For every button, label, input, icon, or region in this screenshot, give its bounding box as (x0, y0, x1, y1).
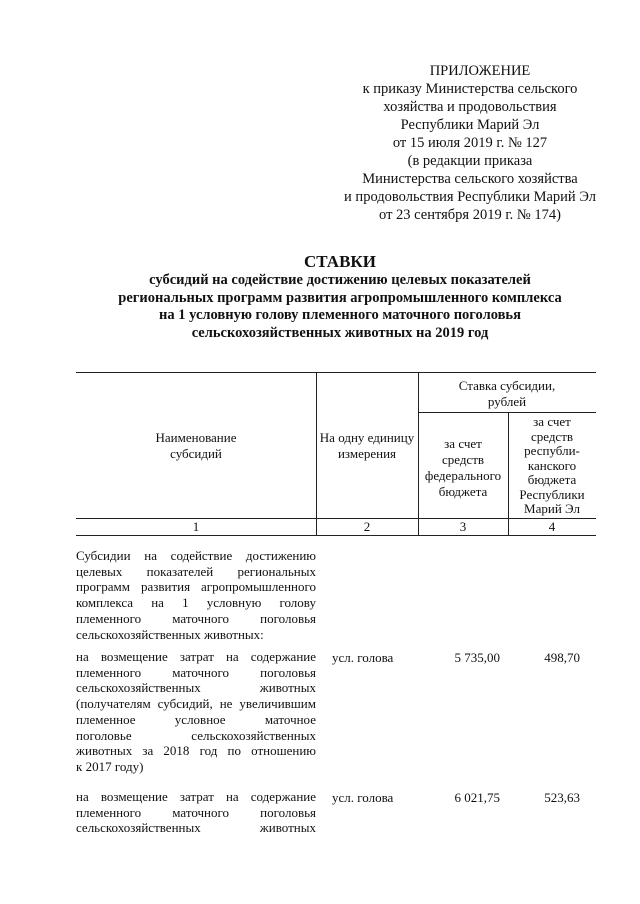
header-text: бюджета (438, 484, 488, 499)
header-text: канского (527, 457, 577, 473)
header-text: Марий Эл (524, 501, 580, 516)
appendix-line: Республики Марий Эл (400, 117, 540, 133)
title-line: региональных программ развития агропромышленного комплекса (118, 289, 562, 306)
description-line: сельскохозяйственных животных (76, 820, 316, 836)
description-line: племенное условное маточное (76, 711, 316, 727)
description-line: племенного маточного поголовья (76, 610, 316, 626)
header-text: рублей (487, 394, 527, 409)
column-number: 1 (192, 519, 200, 534)
description-line: (получателям субсидий, не увеличившим (76, 696, 316, 712)
rate-subheader-border (418, 412, 596, 413)
document-title (40, 252, 640, 342)
table-top-border (76, 372, 596, 373)
description-line: программ развития агропромышленного (76, 579, 316, 595)
appendix-line: к приказу Министерства сельского (362, 81, 578, 97)
header-text: На одну единицу (319, 430, 415, 445)
appendix-line: ПРИЛОЖЕНИЕ (429, 63, 531, 79)
header-regional (508, 415, 596, 517)
description-line: сельскохозяйственных животных: (76, 626, 264, 642)
appendix-line: от 15 июля 2019 г. № 127 (392, 135, 548, 151)
header-text: субсидий (170, 446, 222, 461)
description-line: на возмещение затрат на содержание (76, 789, 316, 804)
column-number: 4 (548, 519, 556, 534)
description-line: поголовье сельскохозяйственных (76, 727, 316, 743)
header-text: Наименование (155, 430, 237, 445)
row-regional-rate: 498,70 (544, 650, 580, 665)
appendix-line: хозяйства и продовольствия (383, 99, 557, 115)
header-federal (418, 436, 508, 500)
header-text: Республики (519, 486, 585, 502)
row-federal-rate: 6 021,75 (454, 790, 500, 805)
description-line: целевых показателей региональных (76, 563, 316, 579)
row-federal-rate: 5 735,00 (454, 650, 500, 665)
header-text: республи- (524, 443, 580, 458)
header-unit (316, 430, 418, 462)
column-numbers-bottom-border (76, 535, 596, 536)
row-unit: усл. голова (332, 790, 394, 805)
title-heading: СТАВКИ (304, 252, 376, 271)
column-number: 2 (363, 519, 371, 534)
row-unit: усл. голова (332, 650, 394, 665)
appendix-line: (в редакции приказа (407, 153, 533, 169)
header-text: за счет (444, 436, 482, 451)
description-line: комплекса на 1 условную голову (76, 595, 316, 611)
header-text: федерального (424, 468, 502, 483)
title-line: сельскохозяйственных животных на 2019 год (191, 324, 489, 341)
table-row-description (76, 649, 316, 775)
column-number: 3 (459, 519, 467, 534)
header-text: бюджета (527, 472, 577, 487)
title-line: субсидий на содействие достижению целевых показателей (149, 272, 531, 288)
description-line: племенного маточного поголовья (76, 804, 316, 820)
table-row-description (76, 548, 316, 642)
header-text: измерения (337, 446, 397, 461)
description-line: на возмещение затрат на содержание (76, 649, 316, 664)
header-rate (418, 378, 596, 410)
description-line: сельскохозяйственных животных (76, 680, 316, 696)
header-text: средств (441, 452, 485, 467)
header-text: средств (530, 428, 574, 444)
row-regional-rate: 523,63 (544, 790, 580, 805)
description-line: Субсидии на содействие достижению (76, 548, 316, 563)
header-text: Ставка субсидии, (458, 378, 556, 393)
description-line: животных за 2018 год по отношению (76, 743, 316, 759)
description-line: к 2017 году) (76, 758, 144, 774)
title-line: на 1 условную голову племенного маточного поголовья (159, 307, 521, 323)
appendix-line: и продовольствия Республики Марий Эл (344, 189, 596, 205)
header-name (76, 430, 316, 462)
appendix-line: от 23 сентября 2019 г. № 174) (379, 207, 561, 223)
description-line: племенного маточного поголовья (76, 664, 316, 680)
appendix-header (340, 62, 600, 224)
table-row-description (76, 789, 316, 836)
appendix-line: Министерства сельского хозяйства (362, 171, 578, 187)
header-text: за счет (533, 414, 571, 429)
